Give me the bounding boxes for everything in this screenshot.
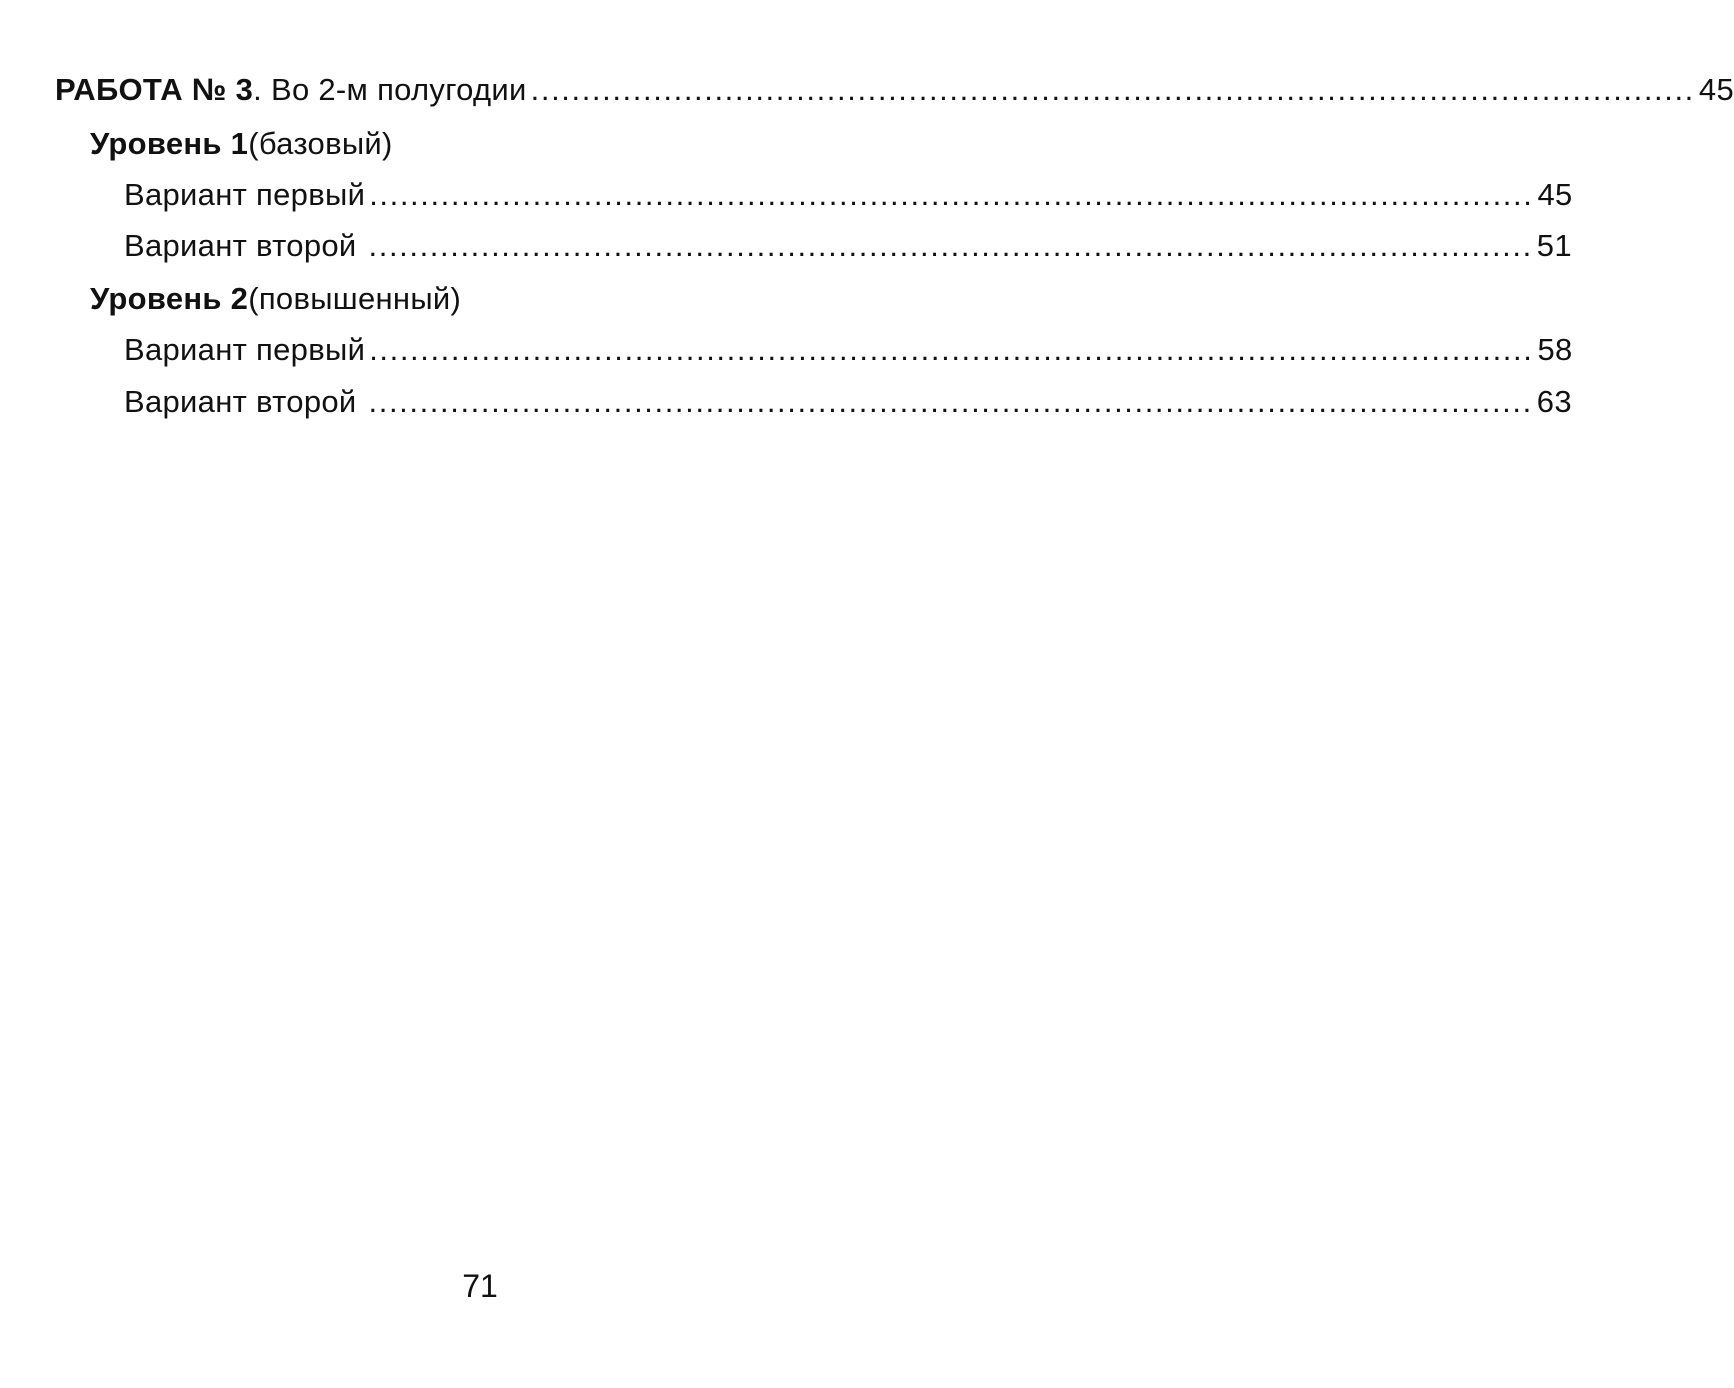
dot-leader: .................................................................................................................. [369,332,1534,367]
page-number: 71 [462,1268,498,1304]
level-heading-1 [90,126,393,162]
page-reference: 45 [1698,72,1734,107]
level-note: (базовый) [248,126,393,161]
dot-leader: .................................................................................................................. [368,384,1533,419]
level-heading-2 [90,281,461,317]
toc-entry-level1-variant2 [124,228,1572,264]
toc-entry-level1-variant1 [124,177,1573,213]
page-reference: 58 [1537,332,1573,367]
dot-leader: .................................................................................................................. [530,72,1695,107]
variant-title: Вариант второй [124,228,357,263]
level-note: (повышенный) [248,281,462,316]
dot-leader: .................................................................................................................. [368,228,1533,263]
variant-title: Вариант первый [124,332,366,367]
toc-entry-level2-variant1 [124,332,1573,368]
toc-entry-work-3 [55,72,1734,108]
work-title-bold: РАБОТА № 3 [55,72,254,107]
dot-leader: .................................................................................................................. [369,177,1534,212]
variant-title: Вариант второй [124,384,357,419]
work-title-rest: . Во 2-м полугодии [253,72,527,107]
toc-entry-level2-variant2 [124,384,1572,420]
page-reference: 63 [1536,384,1572,419]
page-reference: 45 [1537,177,1573,212]
variant-title: Вариант первый [124,177,366,212]
level-title: Уровень 2 [90,281,249,316]
level-title: Уровень 1 [90,126,249,161]
page-reference: 51 [1536,228,1572,263]
